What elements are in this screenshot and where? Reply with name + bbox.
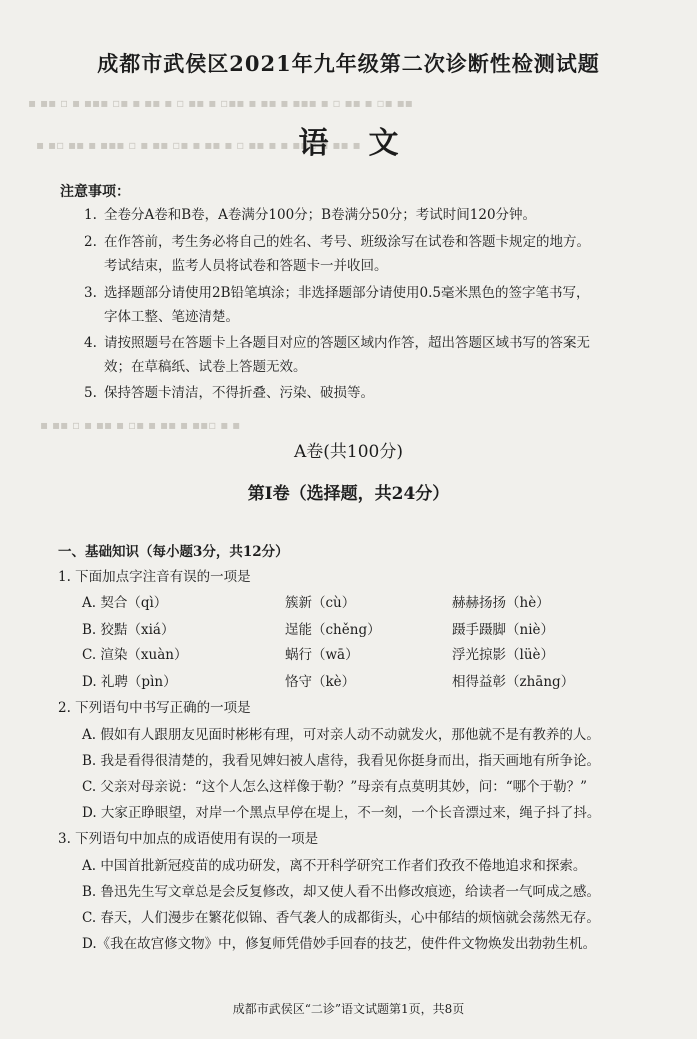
option-cell: D. 礼聘（pìn）: [82, 674, 177, 690]
question-stem: 3. 下列语句中加点的成语使用有误的一项是: [58, 831, 319, 847]
option-line: B. 我是看得很清楚的，我看见婢妇被人虐待，我看见你挺身而出，指天画地有所争论。: [82, 753, 601, 769]
option-cell: A. 契合（qì）: [82, 595, 168, 611]
notice-item: 5. 保持答题卡清洁，不得折叠、污染、破损等。: [84, 385, 374, 401]
notice-item: 字体工整、笔迹清楚。: [104, 309, 239, 325]
option-cell: 恪守（kè）: [285, 674, 356, 690]
notice-item: 1. 全卷分A卷和B卷，A卷满分100分；B卷满分50分；考试时间120分钟。: [84, 207, 537, 223]
option-cell: 逞能（chěng）: [285, 622, 381, 638]
option-line: B. 鲁迅先生写文章总是会反复修改，却又使人看不出修改痕迹，给读者一气呵成之感。: [82, 884, 601, 900]
option-line: C. 父亲对母亲说：“这个人怎么这样像于勒？”母亲有点莫明其妙，问：“哪个于勒？”: [82, 779, 588, 795]
subject-title: 语文: [298, 126, 439, 161]
bleed-through: ▪ ▪▪ ▫ ▪ ▪▪ ▪ ▫▪ ▪ ▪▪ ▪ ▪▪▫ ▪ ▪: [40, 418, 241, 432]
section-heading: 一、基础知识（每小题3分，共12分）: [58, 544, 289, 560]
notice-item: 3. 选择题部分请使用2B铅笔填涂；非选择题部分请使用0.5毫米黑色的签字笔书写，: [84, 285, 590, 301]
option-line: A. 假如有人跟朋友见面时彬彬有理，可对亲人动不动就发火，那他就不是有教养的人。: [82, 727, 600, 743]
section-a-heading: A卷(共100分): [294, 442, 403, 462]
bleed-through: ▪ ▪▪ ▫ ▪ ▪▪▪ ▫▪ ▪ ▪▪ ▪ ▫ ▪▪ ▪ ▫▪▪ ▪ ▪▪ ▪ ▪▪▪ ▪ ▫ ▪▪ ▪ ▫▪ ▪▪: [28, 96, 413, 110]
option-cell: 赫赫扬扬（hè）: [452, 595, 550, 611]
notice-item: 考试结束，监考人员将试卷和答题卡一并收回。: [104, 258, 388, 274]
option-line: D. 大家正睁眼望，对岸一个黑点早停在堤上，不一刻，一个长音漂过来，绳子抖了抖。: [82, 805, 601, 821]
page-footer: 成都市武侯区“二诊”语文试题第1页，共8页: [232, 1002, 465, 1016]
option-cell: 相得益彰（zhāng）: [452, 674, 575, 690]
option-line: A. 中国首批新冠疫苗的成功研发，离不开科学研究工作者们孜孜不倦地追求和探索。: [82, 858, 587, 874]
bleed-through: ▪ ▪▫ ▪▪ ▪ ▪▪▪ ▫ ▪ ▪▪ ▫▪ ▪ ▪▪ ▪ ▫ ▪▪ ▪ ▪ ▪▪▫ ▪ ▪▪ ▪: [36, 138, 361, 152]
exam-title: 成都市武侯区2021年九年级第二次诊断性检测试题: [97, 51, 600, 76]
notice-item: 2. 在作答前，考生务必将自己的姓名、考号、班级涂写在试卷和答题卡规定的地方。: [84, 234, 590, 250]
option-line: D.《我在故宫修文物》中，修复师凭借妙手回春的技艺，使件件文物焕发出勃勃生机。: [82, 936, 597, 952]
notice-item: 4. 请按照题号在答题卡上各题目对应的答题区域内作答，超出答题区域书写的答案无: [84, 335, 590, 351]
notice-item: 效；在草稿纸、试卷上答题无效。: [104, 359, 307, 375]
option-cell: 簇新（cù）: [285, 595, 356, 611]
notice-heading: 注意事项：: [60, 184, 130, 200]
option-line: C. 春天，人们漫步在繁花似锦、香气袭人的成都街头，心中郁结的烦恼就会荡然无存。: [82, 910, 600, 926]
option-cell: 蹑手蹑脚（niè）: [452, 622, 555, 638]
option-cell: 蜗行（wā）: [285, 647, 359, 663]
part-1-heading: 第Ⅰ卷（选择题，共24分）: [247, 484, 450, 504]
option-cell: 浮光掠影（lüè）: [452, 647, 555, 663]
question-stem: 2. 下列语句中书写正确的一项是: [58, 700, 251, 716]
option-cell: B. 狡黠（xiá）: [82, 622, 175, 638]
option-cell: C. 渲染（xuàn）: [82, 647, 188, 663]
question-stem: 1. 下面加点字注音有误的一项是: [58, 569, 251, 585]
